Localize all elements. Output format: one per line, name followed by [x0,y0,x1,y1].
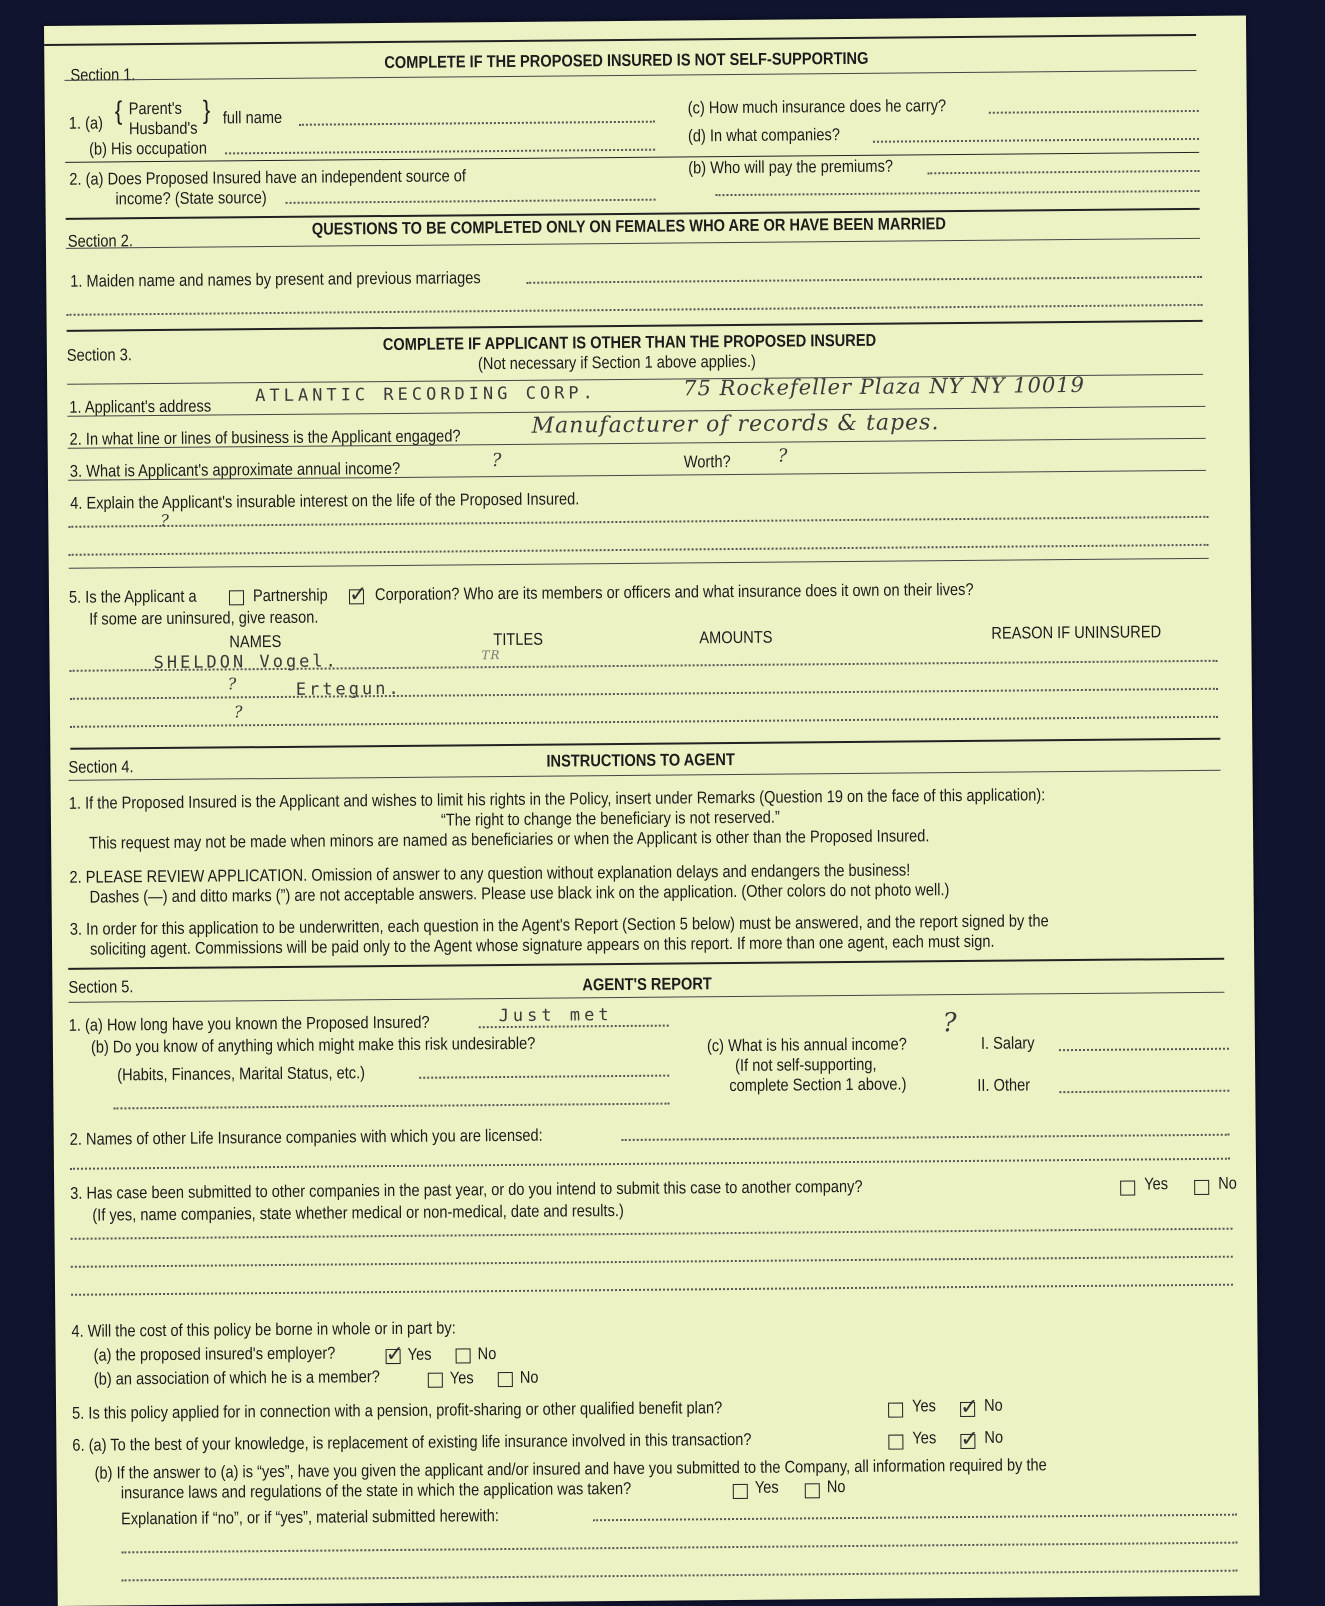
q6b-yes-checkbox[interactable] [733,1484,748,1499]
corporation-checkbox[interactable] [349,589,364,604]
section3-worth-label: Worth? [683,452,731,472]
q1b-undesirable-label: (b) Do you know of anything which might make this risk undesirable? [90,1033,536,1057]
q1c-label: (c) How much insurance does he carry? [687,96,947,118]
q6b-explanation-label: Explanation if “no”, or if “yes”, material submitted herewith: [120,1506,499,1529]
q2b-label: (b) Who will pay the premiums? [688,156,894,178]
q5-pension-label: 5. Is this policy applied for in connection with a pension, profit-sharing or other qualified benefit plan? [72,1398,723,1423]
section3-q4-label: 4. Explain the Applicant's insurable interest on the life of the Proposed Insured. [70,489,580,513]
q3-answer-line-3[interactable] [71,1284,1233,1296]
q2-answer-line-2[interactable] [70,1158,1230,1170]
q1a-prefix: 1. (a) [68,113,104,133]
section2-q1-label: 1. Maiden name and names by present and previous marriages [70,268,481,291]
section3-q4-answer-line-2[interactable] [69,544,1209,556]
q1b-sub-label: (Habits, Finances, Marital Status, etc.) [117,1063,366,1085]
q1a-husband: Husband's [128,118,198,139]
q1a-answer-line[interactable] [479,1025,669,1029]
col-amounts-header: AMOUNTS [699,627,773,648]
q1a-known-label: 1. (a) How long have you known the Proposed Insured? [68,1012,430,1035]
q6a-no-checkbox[interactable] [960,1434,975,1449]
instruction-1-line1: 1. If the Proposed Insured is the Applicant and wishes to limit his rights in the Policy, insert under Remarks (Question 19 on the face of this application): [68,785,1046,813]
section1-number: Section 1. [70,65,136,85]
q1b-answer-line[interactable] [419,1075,669,1079]
q1a-answer-line[interactable] [299,121,655,126]
q3-sub-label: (If yes, name companies, state whether medical or non-medical, date and results.) [92,1200,624,1225]
section3-number: Section 3. [66,345,132,365]
q1c-income-label: (c) What is his annual income? [706,1034,907,1056]
q2b-answer-line[interactable] [927,170,1199,174]
q2-licensed-label: 2. Names of other Life Insurance companies with which you are licensed: [69,1125,543,1149]
section3-q4-answer-line[interactable] [68,516,1208,528]
instruction-1-line2: “The right to change the beneficiary is not reserved.” [440,807,780,830]
instruction-1-line3: This request may not be made when minors are named as beneficiaries or when the Applicant is other than the Proposed Insured. [89,826,930,853]
q1c-sub2: complete Section 1 above.) [729,1074,907,1096]
q6b-explanation-line[interactable] [593,1514,1237,1522]
partnership-checkbox[interactable] [229,590,244,605]
q3-answer-line-2[interactable] [71,1256,1233,1268]
q5-no-label: No [983,1395,1003,1415]
applicant-address-answer: ATLANTIC RECORDING CORP. [255,383,597,407]
q3-submitted-label: 3. Has case been submitted to other companies in the past year, or do you intend to submit this case to another company? [70,1176,863,1203]
salary-answer-line[interactable] [1059,1048,1229,1051]
q1a-fullname-label: full name [222,107,283,128]
q2a-label-1: 2. (a) Does Proposed Insured have an independent source of [69,166,467,189]
q2a-answer-line[interactable] [286,199,656,204]
application-form-page [44,16,1260,1606]
q1b-answer-line[interactable] [225,149,655,155]
q6a-yes-checkbox[interactable] [888,1435,903,1450]
q5-yes-label: Yes [911,1396,937,1416]
q4b-no-checkbox[interactable] [498,1372,513,1387]
section3-subtitle: (Not necessary if Section 1 above applies.) [477,351,756,374]
q4a-no-label: No [477,1344,497,1364]
q6b-no-label: No [826,1477,846,1497]
instruction-3-line2: soliciting agent. Commissions will be paid only to the Agent whose signature appears on this report. If more than one agent, each must sign. [89,931,995,959]
insurable-interest-answer: ? [160,510,170,531]
q4a-label: (a) the proposed insured's employer? [93,1343,336,1365]
section5-number: Section 5. [68,977,134,997]
q1b-answer-line-2[interactable] [113,1103,669,1110]
q3-yes-checkbox[interactable] [1120,1181,1135,1196]
divider [66,238,1200,249]
q6b-label-2: insurance laws and regulations of the state in which the application was taken? [120,1478,632,1503]
q6b-explanation-line-3[interactable] [122,1570,1238,1582]
q6b-label-1: (b) If the answer to (a) is “yes”, have you given the applicant and/or insured and have you submitted to the Company, all information required by the [94,1455,1047,1483]
q1d-label: (d) In what companies? [687,125,841,146]
q4b-yes-label: Yes [449,1368,474,1388]
q5-no-checkbox[interactable] [960,1402,975,1417]
section5-title: AGENT'S REPORT [582,974,712,995]
q1a-parent: Parent's [128,98,182,119]
col-titles-header: TITLES [493,629,544,650]
instruction-2-line2: Dashes (—) and ditto marks (”) are not acceptable answers. Please use black ink on the application. (Other colors do not photo well.) [89,880,950,907]
q6b-explanation-line-2[interactable] [121,1542,1237,1554]
section4-title: INSTRUCTIONS TO AGENT [546,749,735,771]
col-reason-header: REASON IF UNINSURED [991,622,1162,643]
q3-no-label: No [1218,1173,1237,1193]
section4-number: Section 4. [68,757,134,777]
officers-row-2[interactable] [70,688,1218,700]
section3-q5-line2: If some are uninsured, give reason. [89,607,319,629]
q1c-answer-line[interactable] [989,110,1199,114]
corporation-label: Corporation? Who are its members or officers and what insurance does it own on their lives? [374,579,974,605]
annual-income-answer: ? [491,450,503,472]
section2-q1-answer-line[interactable] [526,276,1202,284]
q4a-yes-label: Yes [407,1344,432,1364]
q6a-no-label: No [984,1427,1004,1447]
col-names-header: NAMES [229,631,282,652]
q6b-no-checkbox[interactable] [805,1483,820,1498]
q4-cost-label: 4. Will the cost of this policy be borne in whole or in part by: [71,1318,456,1341]
q5-yes-checkbox[interactable] [888,1403,903,1418]
instruction-2-line1: 2. PLEASE REVIEW APPLICATION. Omission of answer to any question without explanation delays and endangers the business! [69,860,911,887]
q2a-label-2: income? (State source) [115,188,267,209]
divider [69,558,1209,569]
brace-left: { [114,95,123,126]
q1b-label: (b) His occupation [88,138,207,159]
other-income-answer-line[interactable] [1059,1090,1229,1093]
applicant-address-answer-2: 75 Rockefeller Plaza NY NY 10019 [683,372,1086,401]
q6b-yes-label: Yes [754,1477,779,1497]
divider [67,320,1203,332]
officer-2-name: Ertegun. [295,678,402,700]
officer-3-mark: ? [233,702,244,722]
officer-1-name: SHELDON Vogel. [153,651,339,674]
q4a-no-checkbox[interactable] [456,1348,471,1363]
section3-q5-prefix: 5. Is the Applicant a [68,586,197,607]
officer-1-title: TR [481,648,501,663]
section2-number: Section 2. [67,231,133,251]
section3-q2-label: 2. In what line or lines of business is the Applicant engaged? [69,426,461,449]
q2b-answer-line-2[interactable] [715,190,1199,196]
section3-q3-label: 3. What is Applicant's approximate annual income? [69,458,401,481]
known-duration-answer: Just met [498,1005,613,1027]
q4a-yes-checkbox[interactable] [386,1349,401,1364]
q3-yes-label: Yes [1144,1174,1169,1194]
q1d-answer-line[interactable] [873,138,1199,143]
divider [44,34,1196,46]
annual-income-mark: ? [942,1008,958,1039]
divider [64,70,1196,81]
business-line-answer: Manufacturer of records & tapes. [531,410,940,439]
q3-answer-line[interactable] [71,1228,1233,1240]
section2-q1-answer-line-2[interactable] [67,304,1203,316]
q1c-sub1: (If not self-supporting, [735,1054,877,1076]
q4b-label: (b) an association of which he is a member? [93,1367,380,1389]
q3-no-checkbox[interactable] [1194,1180,1209,1195]
partnership-label: Partnership [252,585,328,606]
divider [69,770,1221,781]
q6a-yes-label: Yes [912,1428,937,1448]
q6a-replacement-label: 6. (a) To the best of your knowledge, is replacement of existing life insurance involved in this transaction? [72,1429,752,1455]
officer-2-mark: ? [227,674,238,694]
q4b-no-label: No [519,1367,539,1387]
section3-q1-label: 1. Applicant's address [69,396,212,417]
worth-answer: ? [777,445,789,467]
q4b-yes-checkbox[interactable] [428,1373,443,1388]
other-income-label: II. Other [977,1075,1031,1095]
brace-right: } [202,94,211,125]
divider [70,738,1220,750]
section2-title: QUESTIONS TO BE COMPLETED ONLY ON FEMALES WHO ARE OR HAVE BEEN MARRIED [311,214,946,239]
section1-title: COMPLETE IF THE PROPOSED INSURED IS NOT SELF-SUPPORTING [384,48,869,73]
divider [68,958,1224,970]
section3-title: COMPLETE IF APPLICANT IS OTHER THAN THE PROPOSED INSURED [382,330,877,355]
q2-answer-line[interactable] [622,1134,1230,1141]
salary-label: I. Salary [980,1033,1035,1053]
instruction-3-line1: 3. In order for this application to be underwritten, each question in the Agent's Report (Section 5 below) must be answered, and the report signed by the [69,911,1049,939]
